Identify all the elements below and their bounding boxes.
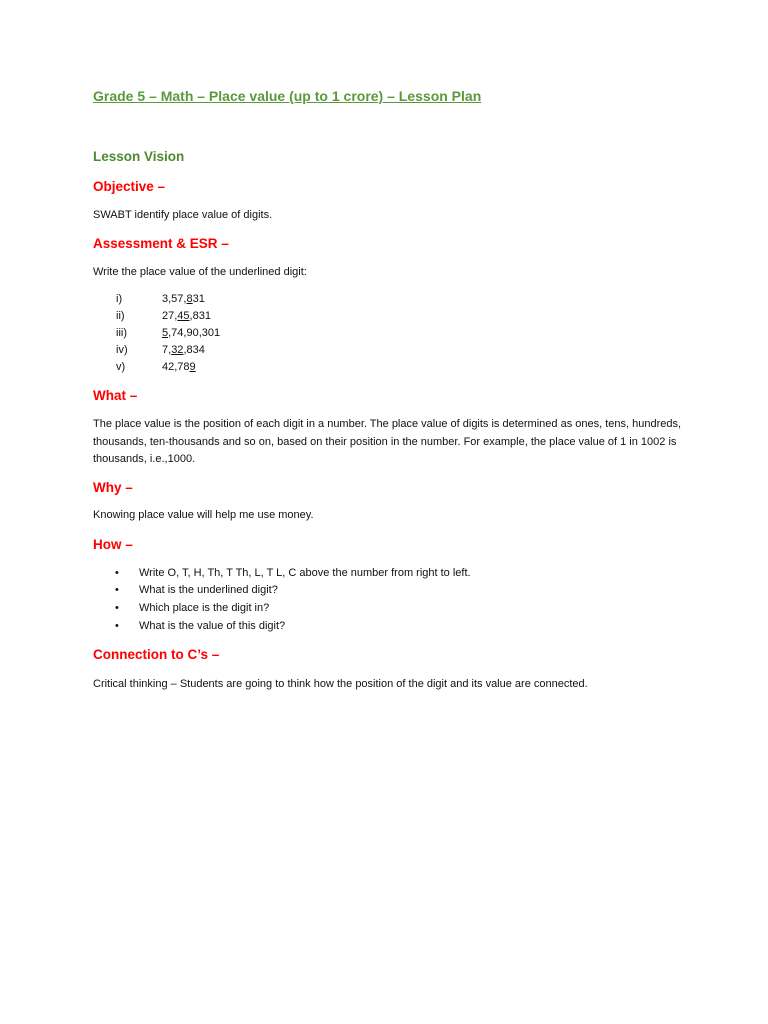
- assessment-item-number: 5,74,90,301: [162, 327, 221, 339]
- bullet-icon: •: [115, 620, 119, 632]
- assessment-item-number: 7,32,834: [162, 344, 205, 356]
- bullet-icon: •: [115, 584, 119, 596]
- bullet-icon: •: [115, 602, 119, 614]
- assessment-item-index: v): [116, 361, 126, 373]
- objective-heading: Objective –: [93, 179, 166, 194]
- assessment-item-number: 3,57,831: [162, 293, 205, 305]
- what-paragraph: The place value is the position of each digit in a number. The place value of digits is determined as ones, tens, hundreds, thousands, ten-thousands and so on, based on their position in the number. For example, the place value of 1 in 1002 is thousands, i.e.,1000.: [93, 418, 682, 465]
- what-heading: What –: [93, 388, 138, 403]
- assessment-item-number: 27,45,831: [162, 310, 211, 322]
- page-title: Grade 5 – Math – Place value (up to 1 crore) – Lesson Plan: [93, 88, 482, 104]
- assessment-item-index: ii): [116, 310, 125, 322]
- connection-heading: Connection to C’s –: [93, 647, 220, 662]
- bullet-icon: •: [115, 567, 119, 579]
- how-list-item: What is the underlined digit?: [139, 584, 278, 596]
- assessment-item-index: iii): [116, 327, 127, 339]
- assessment-item-index: iv): [116, 344, 128, 356]
- assessment-heading: Assessment & ESR –: [93, 236, 229, 251]
- connection-text: Critical thinking – Students are going to think how the position of the digit and its value are connected.: [93, 678, 588, 690]
- how-list-item: What is the value of this digit?: [139, 620, 286, 632]
- how-list-item: Which place is the digit in?: [139, 602, 270, 614]
- lesson-vision-heading: Lesson Vision: [93, 149, 185, 164]
- assessment-intro: Write the place value of the underlined digit:: [93, 266, 307, 278]
- how-list-item: Write O, T, H, Th, T Th, L, T L, C above the number from right to left.: [139, 567, 471, 579]
- why-heading: Why –: [93, 480, 133, 495]
- assessment-item-index: i): [116, 293, 123, 305]
- how-heading: How –: [93, 537, 133, 552]
- objective-text: SWABT identify place value of digits.: [93, 209, 273, 221]
- assessment-item-number: 42,789: [162, 361, 196, 373]
- why-text: Knowing place value will help me use money.: [93, 509, 314, 521]
